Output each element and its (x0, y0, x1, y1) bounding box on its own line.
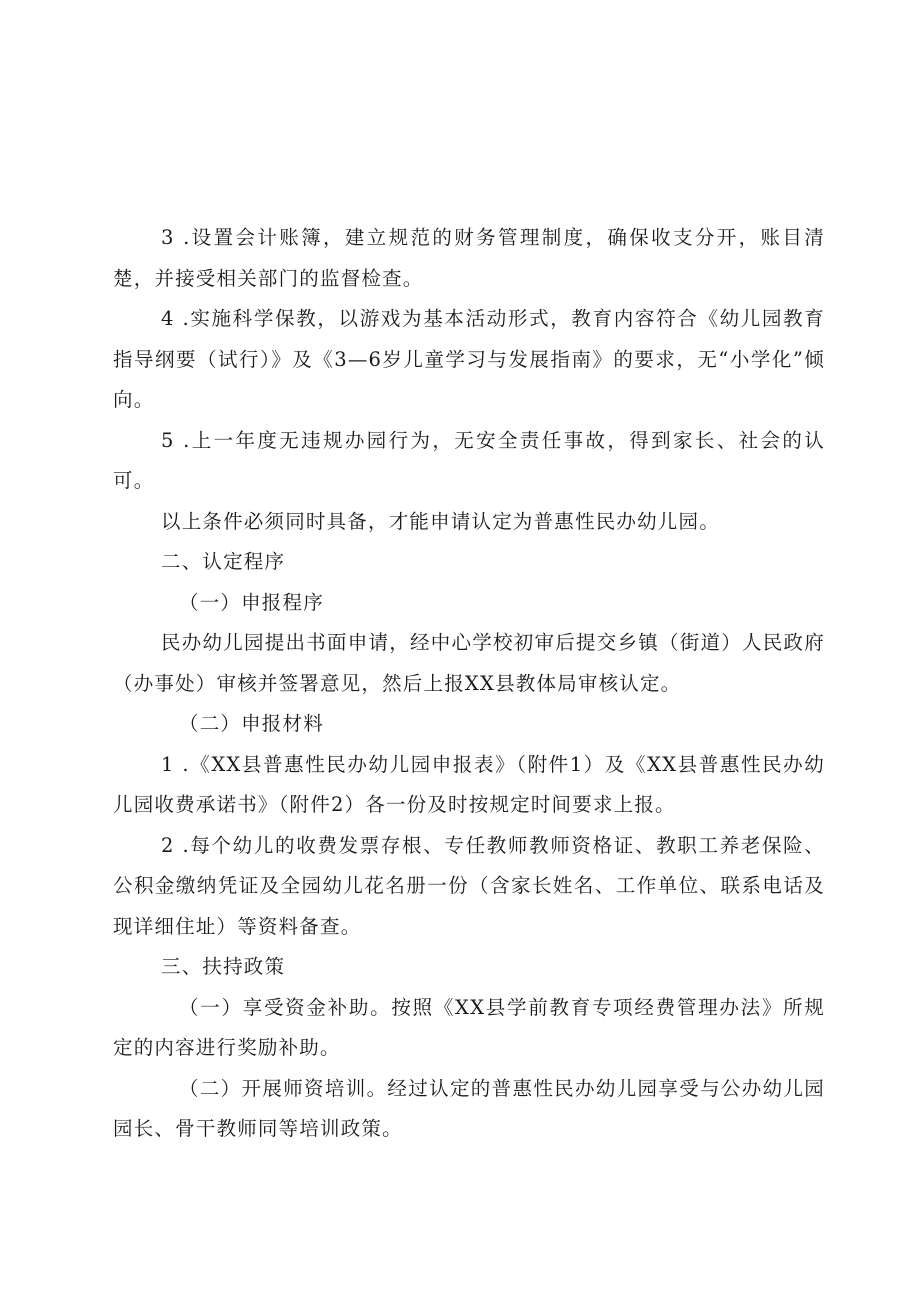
paragraph-conditions-summary: 以上条件必须同时具备，才能申请认定为普惠性民办幼儿园。 (161, 509, 720, 533)
document-body (113, 218, 825, 1150)
subheading-application-procedure: （一）申报程序 (179, 590, 324, 614)
paragraph-item-5: 5 .上一年度无违规办园行为，无安全责任事故，得到家长、社会的认可。 (113, 428, 825, 492)
subheading-application-materials: （二）申报材料 (179, 712, 324, 735)
paragraph-item-4: 4 .实施科学保教，以游戏为基本活动形式，教育内容符合《幼儿园教育指导纲要（试行）》及《3—6岁儿童学习与发展指南》的要求，无“小学化”倾向。 (113, 307, 825, 411)
section-heading-support-policy: 三、扶持政策 (161, 955, 286, 978)
paragraph-policy-training: （二）开展师资培训。经过认定的普惠性民办幼儿园享受与公办幼儿园园长、骨干教师同等培训政策。 (113, 1076, 825, 1140)
paragraph-material-1: 1 .《XX县普惠性民办幼儿园申报表》（附件1）及《XX县普惠性民办幼儿园收费承诺书》（附件2）各一份及时按规定时间要求上报。 (113, 752, 825, 816)
section-heading-procedure: 二、认定程序 (161, 550, 286, 573)
paragraph-item-3: 3 .设置会计账簿，建立规范的财务管理制度，确保收支分开，账目清楚，并接受相关部门的监督检查。 (113, 226, 825, 290)
paragraph-material-2: 2 .每个幼儿的收费发票存根、专任教师教师资格证、教职工养老保险、公积金缴纳凭证及全园幼儿花名册一份（含家长姓名、工作单位、联系电话及现详细住址）等资料备查。 (113, 833, 825, 938)
paragraph-application-procedure: 民办幼儿园提出书面申请，经中心学校初审后提交乡镇（街道）人民政府（办事处）审核并签署意见，然后上报XX县教体局审核认定。 (113, 631, 825, 695)
paragraph-policy-funding: （一）享受资金补助。按照《XX县学前教育专项经费管理办法》所规定的内容进行奖励补助。 (113, 995, 825, 1059)
